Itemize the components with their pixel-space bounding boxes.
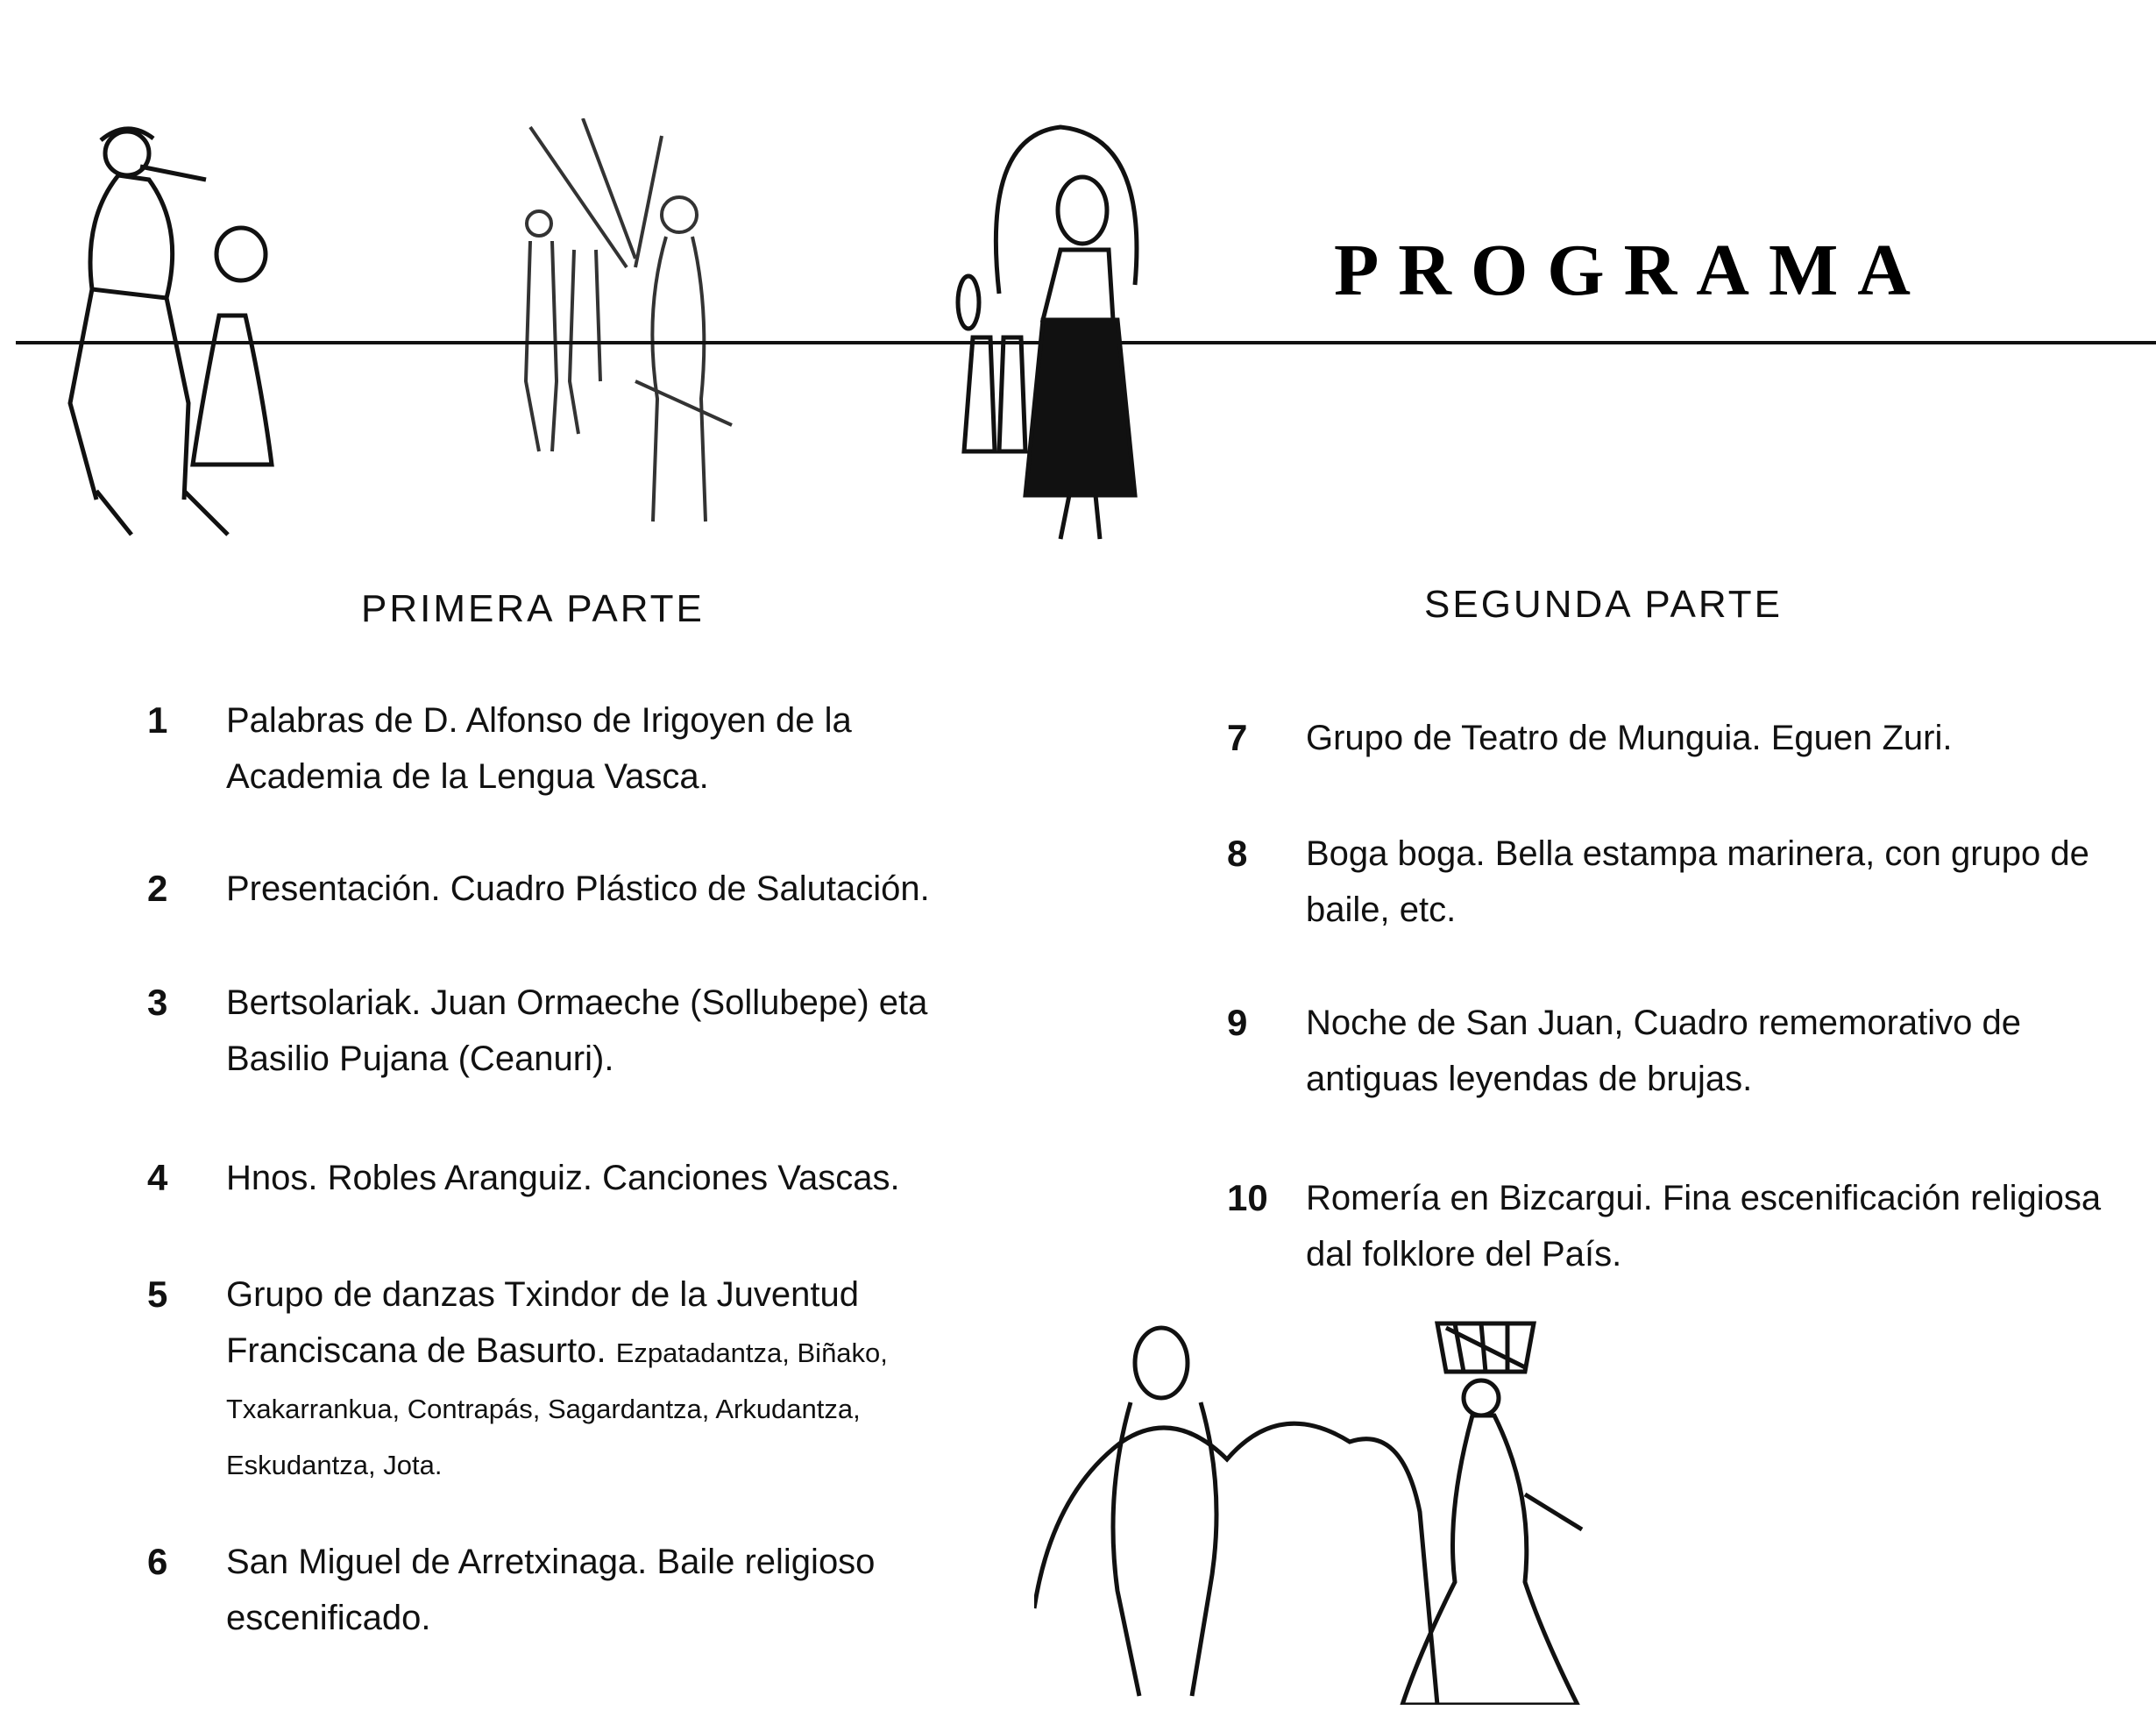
piper-dancer-illustration bbox=[53, 114, 280, 543]
sword-dancers-illustration bbox=[504, 118, 736, 535]
program-item-9 bbox=[1227, 995, 2147, 1107]
item-number: 10 bbox=[1227, 1177, 1268, 1218]
page-title: PROGRAMA bbox=[1334, 230, 1930, 311]
woman-with-arch-illustration bbox=[955, 118, 1170, 548]
horizontal-rule bbox=[16, 341, 2156, 344]
item-text: Palabras de D. Alfonso de Irigoyen de la Academia de la Lengua Vasca. bbox=[226, 701, 852, 796]
program-item-8 bbox=[1227, 826, 2147, 938]
item-number: 1 bbox=[147, 699, 168, 741]
item-text: Noche de San Juan, Cuadro rememorativo de antiguas leyendas de brujas. bbox=[1306, 1004, 2022, 1098]
harvest-scene-illustration bbox=[1034, 1319, 1604, 1705]
item-text: Bertsolariak. Juan Ormaeche (Sollubepe) eta Basilio Pujana (Ceanuri). bbox=[226, 983, 928, 1078]
item-text: Boga boga. Bella estampa marinera, con grupo de baile, etc. bbox=[1306, 834, 2089, 929]
program-item-3 bbox=[147, 975, 1006, 1087]
primera-parte-heading: PRIMERA PARTE bbox=[361, 587, 705, 630]
item-number: 7 bbox=[1227, 717, 1248, 758]
item-number: 9 bbox=[1227, 1002, 1248, 1043]
item-number: 8 bbox=[1227, 833, 1248, 874]
item-text: Hnos. Robles Aranguiz. Canciones Vascas. bbox=[226, 1159, 900, 1197]
segunda-parte-heading: SEGUNDA PARTE bbox=[1424, 583, 1784, 626]
program-item-5 bbox=[147, 1267, 1015, 1491]
program-item-10 bbox=[1227, 1170, 2147, 1282]
item-text: Grupo de danzas Txindor de la Juventud Franciscana de Basurto. bbox=[226, 1275, 859, 1370]
item-number: 2 bbox=[147, 868, 168, 909]
item-text: Romería en Bizcargui. Fina escenificación religiosa dal folklore del País. bbox=[1306, 1179, 2102, 1274]
item-text: Presentación. Cuadro Plástico de Salutación. bbox=[226, 869, 930, 908]
item-text: Grupo de Teatro de Munguia. Eguen Zuri. bbox=[1306, 719, 1953, 757]
program-item-2 bbox=[147, 861, 1006, 917]
program-item-4 bbox=[147, 1150, 1006, 1206]
program-item-6 bbox=[147, 1534, 1015, 1646]
program-item-1 bbox=[147, 692, 1006, 805]
item-number: 4 bbox=[147, 1157, 168, 1198]
item-number: 5 bbox=[147, 1274, 168, 1315]
item-number: 3 bbox=[147, 982, 168, 1023]
item-number: 6 bbox=[147, 1541, 168, 1582]
item-text: San Miguel de Arretxinaga. Baile religioso escenificado. bbox=[226, 1543, 876, 1637]
program-item-7 bbox=[1227, 710, 2147, 766]
item-detail: Ezpatadantza, Biñako, Txakarrankua, Contrapás, Sagardantza, Arkudantza, Eskudantza, Jota. bbox=[226, 1337, 888, 1480]
